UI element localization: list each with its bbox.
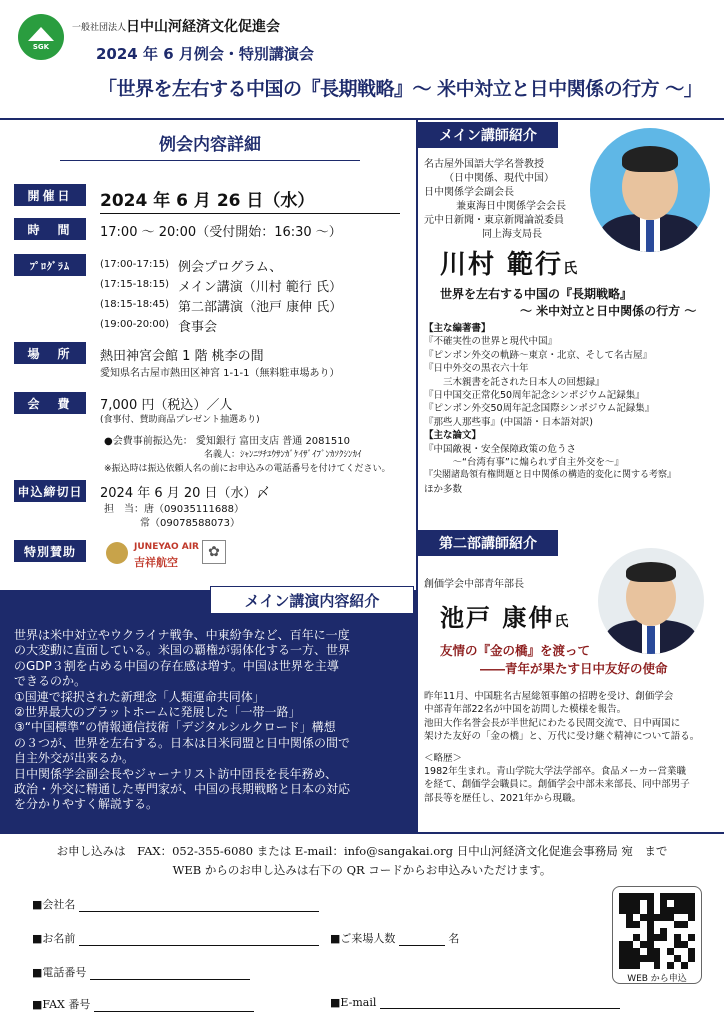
text-line: 世界は米中対立やウクライナ戦争、中東紛争など、百年に一度 <box>14 628 350 642</box>
fax-input-line[interactable] <box>94 999 254 1012</box>
event-title: 「世界を左右する中国の『長期戦略』～ 米中対立と日中関係の行方 ～」 <box>98 78 703 100</box>
deadline-label: 申込締切日 <box>14 480 86 502</box>
bank-note: ※振込時は振込依頼人名の前にお申込みの電話番号を付けてください。 <box>104 464 391 474</box>
program-time: (17:00-17:15) <box>100 259 170 270</box>
phone-field[interactable] <box>32 964 250 980</box>
bank-info: ●会費事前振込先： 愛知銀行 富田支店 普通 2081510 <box>104 436 350 447</box>
desc-line: 部長等を歴任し、2021年から現職。 <box>424 792 582 804</box>
attendees-input-line[interactable] <box>399 933 445 946</box>
speaker1-books <box>424 322 676 496</box>
contact-2: 常（09078588073） <box>140 518 240 529</box>
book-item: 『ピンポン外交50周年記念国際シンポジウム記録集』 <box>424 403 655 415</box>
desc-line: 昨年11月、中国駐名古屋総領事館の招聘を受け、創価学会 <box>424 691 674 702</box>
date-label: 開催日 <box>14 184 86 206</box>
book-item: 『不確実性の世界と現代中国』 <box>424 336 558 348</box>
mountain-icon <box>28 27 54 41</box>
main-speaker-heading: メイン講師紹介 <box>418 122 558 148</box>
talk-line: ――青年が果たす日中友好の使命 <box>480 661 668 676</box>
talk-line: 友情の『金の橋』を渡って <box>440 643 591 658</box>
company-field[interactable] <box>32 896 319 912</box>
text-line: を分かりやすく解説する。 <box>14 797 159 812</box>
speaker2-name-text: 池戸 康伸 <box>440 603 555 632</box>
program-item: 例会プログラム、 <box>178 260 283 275</box>
email-input-line[interactable] <box>380 996 620 1009</box>
phone-label: ■電話番号 <box>32 966 87 979</box>
speaker2-title: 創価学会中部青年部長 <box>424 579 524 590</box>
qr-code-icon <box>619 893 695 969</box>
book-item: 『ピンポン外交の軌跡～東京・北京、そして名古屋』 <box>424 349 653 361</box>
logo-text: SGK <box>32 43 50 51</box>
speaker1-name-text: 川村 範行 <box>440 250 564 280</box>
name-label: ■お名前 <box>32 932 76 945</box>
program-item: メイン講演（川村 範行 氏） <box>178 280 343 295</box>
program-time: (19:00-20:00) <box>100 319 170 330</box>
text-line: ①国連で採択された新理念「人類運命共同体」 <box>14 689 265 704</box>
name-field[interactable] <box>32 930 319 946</box>
fee-note: (食事付、賛助商品プレゼント抽選あり) <box>100 415 260 425</box>
book-item: 『那些人那些事』(中国語・日本語対訳) <box>424 416 593 428</box>
date-value: 2024 年 6 月 26 日（水） <box>100 186 400 214</box>
time-label: 時 間 <box>14 218 86 240</box>
bank-account-name: 名義人：ｼｬﾝﾆﾂﾁﾕｳｻﾝｶﾞｹｲｻﾞｲﾌﾞﾝｶｿｸｼﾝｶｲ <box>204 450 362 460</box>
speaker2-name <box>440 598 570 633</box>
name-input-line[interactable] <box>79 933 319 946</box>
fee-value: 7,000 円（税込）／人 <box>100 398 233 413</box>
books-heading: 【主な編著書】 <box>424 323 491 334</box>
desc-line: 中部青年部22名が中国を訪問した模様を報告。 <box>424 704 627 716</box>
book-item: 『日中国交正常化50周年記念シンポジウム記録集』 <box>424 390 645 402</box>
fax-field[interactable] <box>32 996 254 1012</box>
talk-line: ～ 米中対立と日中関係の行方 ～ <box>520 304 697 318</box>
email-label: ■E-mail <box>330 996 377 1009</box>
fax-label: ■FAX 番号 <box>32 998 91 1011</box>
speaker1-talk <box>440 286 696 320</box>
program-time: (18:15-18:45) <box>100 299 170 310</box>
apply-line: お申し込みは FAX：052-355-6080 または E-mail：info@sangakai.org 日中山河経済文化促進会事務局 宛 まで <box>56 844 668 858</box>
text-line: ③“中国標準”の情報通信技術「デジタルシルクロード」構想 <box>14 720 336 735</box>
text-line: 自主外交が出来るか。 <box>14 751 135 766</box>
speaker2-talk <box>440 642 668 678</box>
sponsor-name-en: JUNEYAO AIR <box>134 542 199 552</box>
company-input-line[interactable] <box>79 899 319 912</box>
text-line: の大変動に直面している。米国の覇権が弱体化する一方、世界 <box>14 643 351 658</box>
event-subtitle: 2024 年 6 月例会・特別講演会 <box>96 45 314 63</box>
program-item: 食事会 <box>178 320 218 335</box>
company-label: ■会社名 <box>32 898 76 911</box>
main-lecture-text <box>14 628 410 813</box>
speaker2-photo <box>598 548 704 654</box>
sponsor-label: 特別賛助 <box>14 540 86 562</box>
desc-line: 1982年生まれ。青山学院大学法学部卒。食品メーカー営業職 <box>424 766 687 778</box>
paper-item: 『中国敵視・安全保障政策の危うさ <box>424 443 577 455</box>
book-item: 『日中外交の黒衣六十年 <box>424 363 529 375</box>
speaker1-name <box>440 244 579 281</box>
column-divider <box>416 120 418 832</box>
desc-line: を経て、創価学会職員に。創価学会中部未来部長、同中部男子 <box>424 779 690 791</box>
paper-item: ほか多数 <box>424 483 463 495</box>
org-prefix: 一般社団法人 <box>72 23 127 33</box>
crest-icon: ✿ <box>202 540 226 564</box>
apply-info <box>0 842 724 880</box>
org-logo <box>18 14 64 60</box>
airline-logo-icon <box>106 542 128 564</box>
speaker1-title: 元中日新聞・東京新聞論説委員 <box>424 215 564 226</box>
time-value: 17:00 ～ 20:00（受付開始：16:30 ～） <box>100 225 342 240</box>
text-line: 日中関係学会副会長やジャーナリスト訪中団長を長年務め、 <box>14 766 338 781</box>
deadline-value: 2024 年 6 月 20 日（水）〆 <box>100 486 270 501</box>
desc-line: 池田大作名誉会長が半世紀にわたる民間交流で、日中両国に <box>424 717 681 729</box>
divider <box>60 160 360 161</box>
divider <box>0 118 724 120</box>
speaker1-title: 日中関係学会副会長 <box>424 187 514 198</box>
attendees-unit: 名 <box>448 932 460 945</box>
desc-line: ＜略歴＞ <box>424 752 463 764</box>
program-time: (17:15-18:15) <box>100 279 170 290</box>
fee-label: 会 費 <box>14 392 86 414</box>
attendees-field[interactable] <box>330 930 459 946</box>
qr-code[interactable] <box>612 886 702 984</box>
venue-name: 熱田神宮会館 1 階 桃李の間 <box>100 349 264 364</box>
org-name: 日中山河経済文化促進会 <box>126 19 280 35</box>
contact-1: 担 当：唐（09035111688） <box>104 504 244 515</box>
text-line: のGDP３割を占める中国の存在感は増す。中国は世界を主導 <box>14 658 339 673</box>
speaker1-title: 名古屋外国語大学名誉教授 <box>424 159 544 170</box>
book-item: 三木親書を託された日本人の回想録』 <box>424 376 605 388</box>
honorific: 氏 <box>554 614 571 630</box>
program-label: ﾌﾟﾛｸﾞﾗﾑ <box>14 254 86 276</box>
speaker2-description <box>424 690 720 805</box>
attendees-label: ■ご来場人数 <box>330 932 396 945</box>
qr-label: WEB から申込 <box>627 974 687 984</box>
talk-line: 世界を左右する中国の『長期戦略』 <box>440 287 633 301</box>
sponsor-name-jp: 吉祥航空 <box>134 556 178 569</box>
speaker1-photo <box>590 128 710 252</box>
speaker1-title: 同上海支局長 <box>482 229 542 240</box>
second-speaker-heading: 第二部講師紹介 <box>418 530 558 556</box>
main-lecture-heading: メイン講演内容紹介 <box>210 586 414 614</box>
text-line: の３つが、世界を左右する。日本は日米同盟と日中関係の間で <box>14 735 351 750</box>
paper-item: ～“台湾有事”に煽られず自主外交を～』 <box>424 457 624 469</box>
speaker1-title: （日中関係、現代中国） <box>444 173 554 184</box>
apply-line: WEB からのお申し込みは右下の QR コードからお申込みいただけます。 <box>172 863 552 877</box>
email-field[interactable] <box>330 996 620 1009</box>
text-line: ②世界最大のプラットホームに発展した「一帯一路」 <box>14 705 301 720</box>
phone-input-line[interactable] <box>90 967 250 980</box>
text-line: できるのか。 <box>14 674 87 689</box>
details-heading: 例会内容詳細 <box>159 135 261 155</box>
desc-line: 架けた友好の「金の橋」と、万代に受け継ぐ精神について語る。 <box>424 731 700 743</box>
venue-address: 愛知県名古屋市熱田区神宮 1-1-1（無料駐車場あり） <box>100 368 340 379</box>
program-item: 第二部講演（池戸 康伸 氏） <box>178 300 343 315</box>
venue-label: 場 所 <box>14 342 86 364</box>
text-line: 政治・外交に精通した専門家が、中国の長期戦略と日本の対応 <box>14 782 351 797</box>
speaker1-title: 兼東海日中関係学会会長 <box>456 201 566 212</box>
papers-heading: 【主な論文】 <box>424 430 482 442</box>
paper-item: 『尖閣諸島領有権問題と日中関係の構造的変化に関する考察』 <box>424 470 677 481</box>
divider <box>0 832 724 834</box>
honorific: 氏 <box>563 261 580 277</box>
